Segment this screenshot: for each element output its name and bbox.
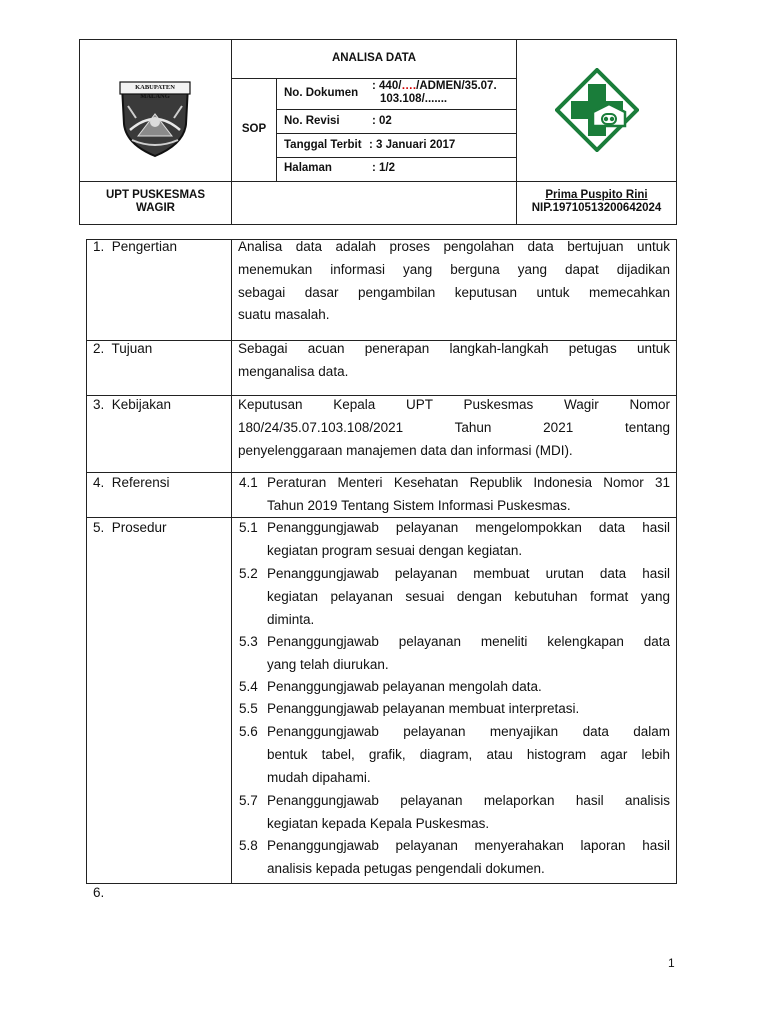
section-label-referensi: 4. Referensi (93, 475, 170, 490)
list-item-number: 5.2 (239, 566, 258, 581)
list-item: Penanggungjawab pelayanan melaporkan hasil analisis kegiatan kepada Kepala Puskesmas. (267, 793, 670, 831)
list-item: Penanggungjawab pelayanan membuat urutan data hasil kegiatan pelayanan sesuai dengan kebutuhan format yang diminta. (267, 566, 670, 627)
list-item: Penanggungjawab pelayanan menyajikan data dalam bentuk tabel, grafik, diagram, atau histogram agar lebih mudah dipahami. (267, 724, 670, 785)
kabupaten-malang-logo (114, 78, 196, 160)
halaman-value: : 1/2 (372, 162, 396, 174)
kebijakan-text: Keputusan Kepala UPT Puskesmas Wagir Nomor 180/24/35.07.103.108/2021 Tahun 2021 tentang penyelenggaraan manajemen data dan informasi (MDI). (238, 397, 670, 458)
list-item-number: 5.3 (239, 634, 258, 649)
list-item: Peraturan Menteri Kesehatan Republik Indonesia Nomor 31 Tahun 2019 Tentang Sistem Informasi Puskesmas. (267, 475, 670, 513)
list-item-number: 5.4 (239, 679, 258, 694)
list-item-number: 5.1 (239, 520, 258, 535)
list-item: Penanggungjawab pelayanan menyerahakan laporan hasil analisis kepada petugas pengendali dokumen. (267, 838, 670, 876)
no-dokumen-label: No. Dokumen (284, 87, 359, 99)
list-item-number: 5.5 (239, 701, 258, 716)
page-number: 1 (668, 956, 675, 970)
list-item: Penanggungjawab pelayanan membuat interpretasi. (267, 701, 580, 716)
org-name: UPT PUSKESMAS WAGIR (105, 189, 206, 214)
sop-label: SOP (241, 123, 267, 135)
logo-caption: KABUPATEN MALANG (135, 84, 175, 100)
list-item: Penanggungjawab pelayanan mengelompokkan data hasil kegiatan program sesuai dengan kegiatan. (267, 520, 670, 558)
no-revisi-label: No. Revisi (284, 115, 340, 127)
puskesmas-logo (555, 68, 639, 152)
section-label-next: 6. (93, 885, 105, 900)
no-revisi-value: : 02 (372, 115, 392, 127)
no-dokumen-value: : 440/…./ADMEN/35.07. 103.108/....... (372, 80, 497, 105)
list-item-number: 5.6 (239, 724, 258, 739)
pengertian-text: Analisa data adalah proses pengolahan data bertujuan untuk menemukan informasi yang berguna yang dapat dijadikan sebagai dasar pengambilan keputusan untuk memecahkan suatu masalah. (238, 239, 670, 323)
list-item-number: 4.1 (239, 475, 258, 490)
halaman-label: Halaman (284, 162, 332, 174)
section-label-pengertian: 1. Pengertian (93, 239, 178, 254)
signer-nip: NIP.19710513200642024 (531, 202, 662, 214)
section-label-kebijakan: 3. Kebijakan (93, 397, 172, 412)
tujuan-text: Sebagai acuan penerapan langkah-langkah petugas untuk menganalisa data. (238, 341, 670, 379)
signer-block (517, 189, 676, 215)
section-label-prosedur: 5. Prosedur (93, 520, 167, 535)
section-label-tujuan: 2. Tujuan (93, 341, 153, 356)
list-item-number: 5.8 (239, 838, 258, 853)
tanggal-terbit-value: : 3 Januari 2017 (369, 139, 456, 151)
document-title: ANALISA DATA (331, 52, 417, 64)
tanggal-terbit-label: Tanggal Terbit (284, 139, 362, 151)
signer-name: Prima Puspito Rini (545, 189, 648, 201)
list-item: Penanggungjawab pelayanan mengolah data. (267, 679, 542, 694)
list-item: Penanggungjawab pelayanan meneliti kelengkapan data yang telah diurukan. (267, 634, 670, 672)
list-item-number: 5.7 (239, 793, 258, 808)
